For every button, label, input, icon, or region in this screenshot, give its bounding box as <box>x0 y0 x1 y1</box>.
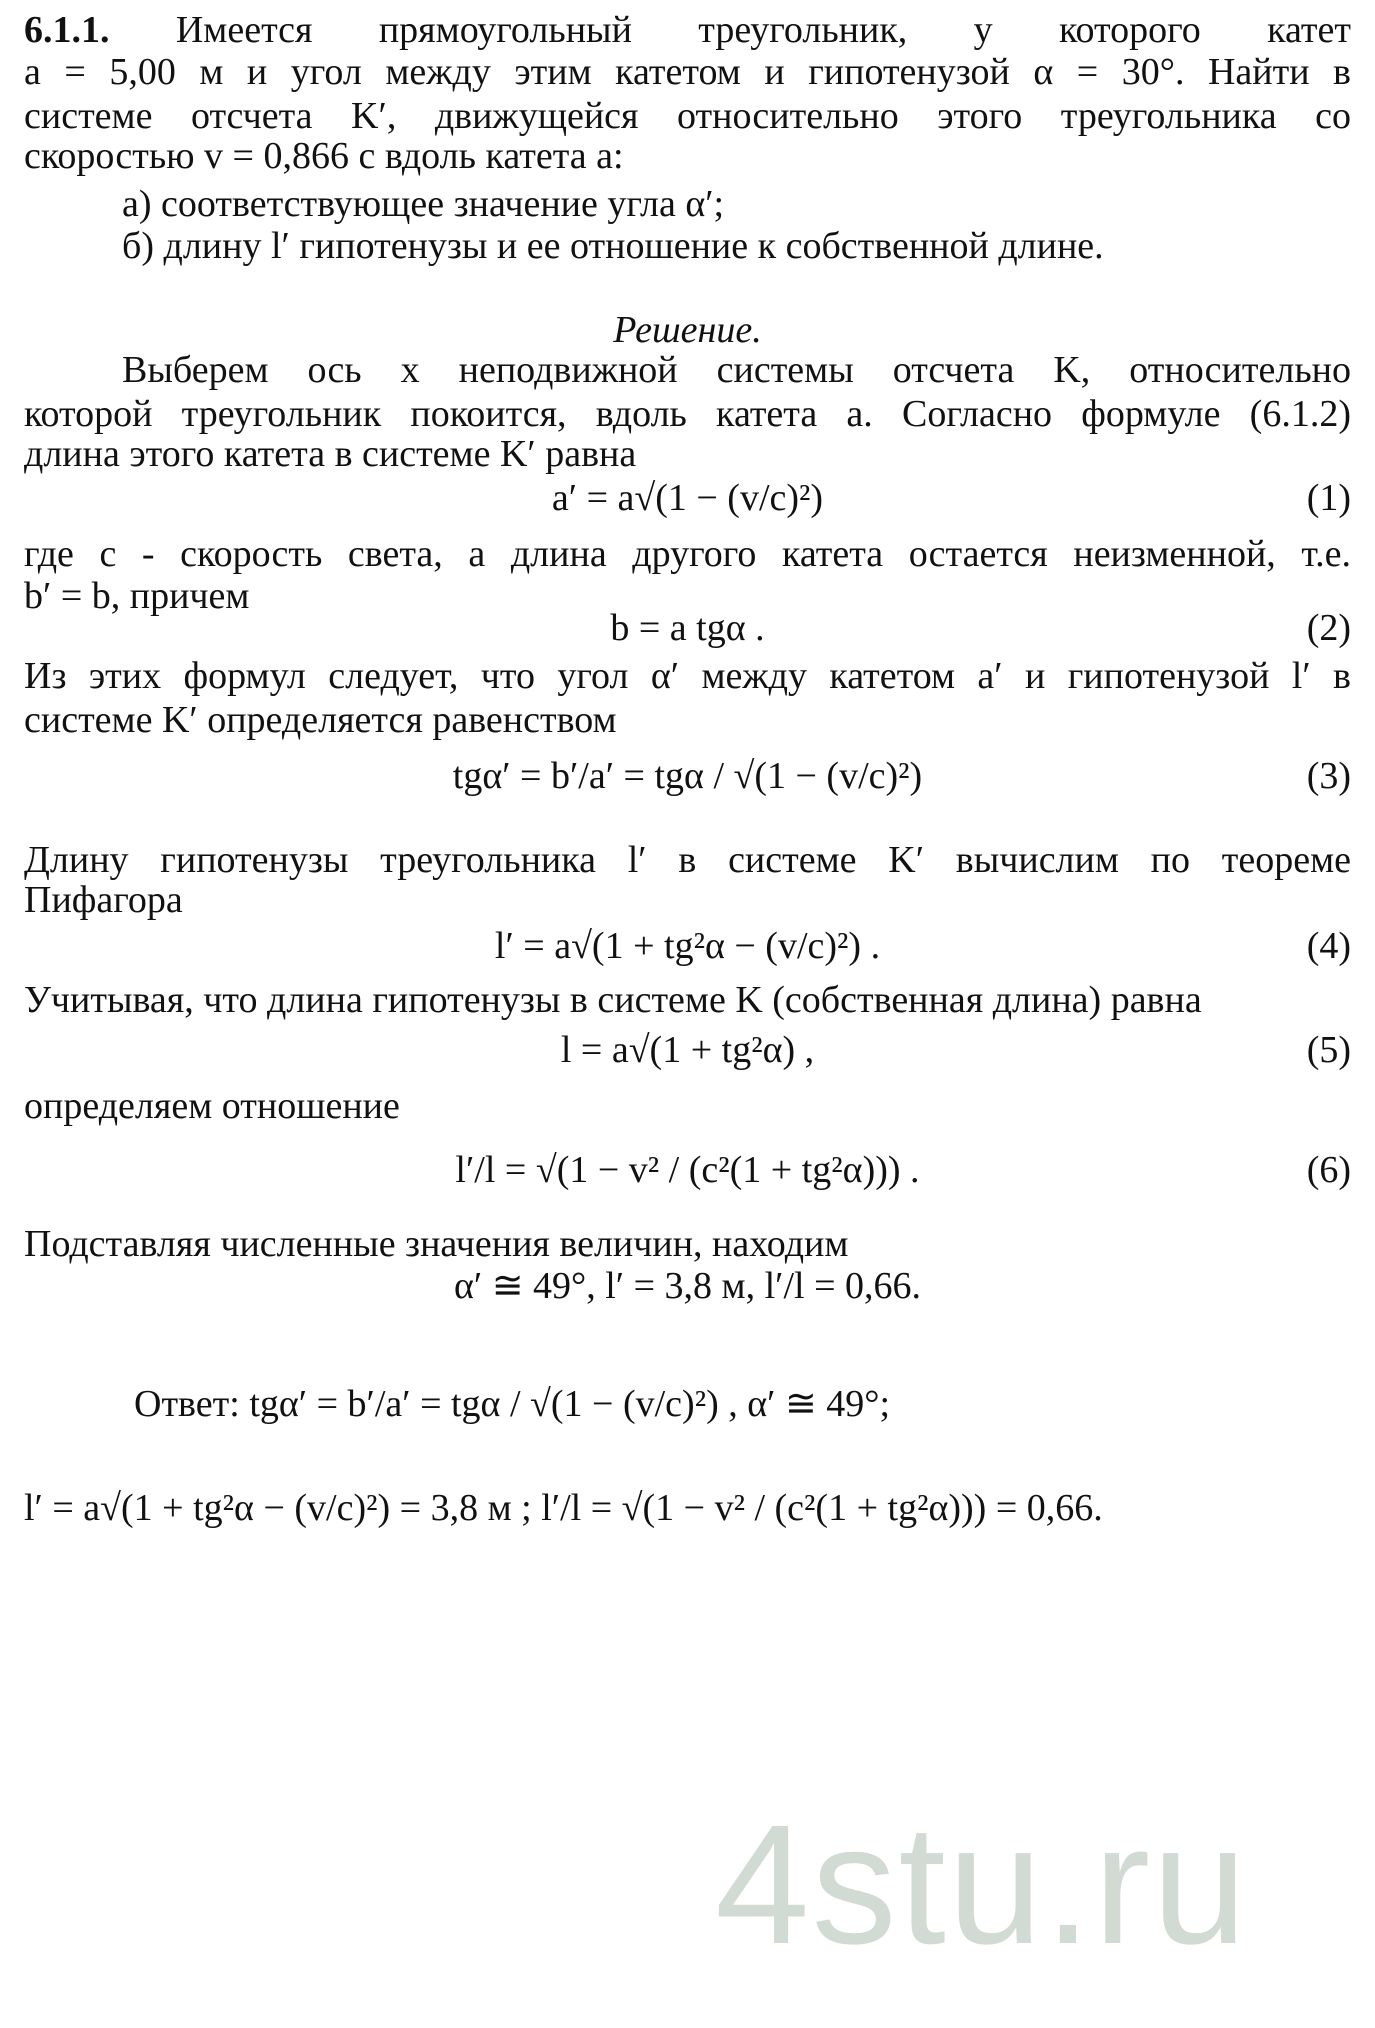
equation-3-number: (3) <box>1306 755 1351 797</box>
solution-p7-line-1: Подставляя численные значения величин, находим <box>24 1223 849 1265</box>
solution-p2-line-1: где c - скорость света, а длина другого катета остается неизменной, т.е. <box>24 533 1351 575</box>
solution-p1-line-1: Выберем ось x неподвижной системы отсчета K, относительно <box>122 349 1351 391</box>
solution-p3-line-1: Из этих формул следует, что угол α′ между катетом a′ и гипотенузой l′ в <box>24 655 1351 697</box>
problem-text-1: Имеется прямоугольный треугольник, у которого катет <box>175 9 1351 51</box>
solution-p4-line-1: Длину гипотенузы треугольника l′ в системе K′ вычислим по теореме <box>24 839 1351 881</box>
problem-line-4: скоростью v = 0,866 c вдоль катета a: <box>24 135 624 177</box>
equation-1: a′ = a√(1 − (v/c)²) <box>551 477 824 519</box>
problem-line-1 <box>24 6 1351 54</box>
problem-item-a: а) соответствующее значение угла α′; <box>122 183 725 225</box>
equation-2: b = a tgα . <box>610 607 765 649</box>
problem-number: 6.1.1. <box>24 9 110 51</box>
solution-p5-line-1: Учитывая, что длина гипотенузы в системе K (собственная длина) равна <box>24 979 1202 1021</box>
watermark: 4stu.ru <box>715 1790 1249 1980</box>
solution-p3-line-2: системе K′ определяется равенством <box>24 699 617 741</box>
problem-item-b: б) длину l′ гипотенузы и ее отношение к собственной длине. <box>122 225 1104 267</box>
equation-6-number: (6) <box>1306 1149 1351 1191</box>
solution-p1-line-3: длина этого катета в системе K′ равна <box>24 433 637 475</box>
solution-p6-line-1: определяем отношение <box>24 1085 400 1127</box>
numeric-result: α′ ≅ 49°, l′ = 3,8 м, l′/l = 0,66. <box>453 1265 922 1307</box>
answer-formula-1: tgα′ = b′/a′ = tgα / √(1 − (v/c)²) , α′ ≅ 49°; <box>249 1383 891 1425</box>
equation-1-number: (1) <box>1306 477 1351 519</box>
answer-line-1 <box>134 1380 1375 1428</box>
solution-p1-line-2: которой треугольник покоится, вдоль катета a. Согласно формуле (6.1.2) <box>24 393 1351 435</box>
equation-5: l = a√(1 + tg²α) , <box>560 1029 815 1071</box>
solution-p4-line-2: Пифагора <box>24 879 183 921</box>
answer-label: Ответ: <box>134 1383 240 1425</box>
solution-heading: Решение. <box>613 309 762 351</box>
equation-4-number: (4) <box>1306 925 1351 967</box>
equation-3: tgα′ = b′/a′ = tgα / √(1 − (v/c)²) <box>452 755 923 797</box>
equation-5-number: (5) <box>1306 1029 1351 1071</box>
problem-line-3: системе отсчета K′, движущейся относительно этого треугольника со <box>24 95 1351 137</box>
equation-6: l′/l = √(1 − v² / (c²(1 + tg²α))) . <box>455 1149 920 1191</box>
equation-2-number: (2) <box>1306 607 1351 649</box>
equation-4: l′ = a√(1 + tg²α − (v/c)²) . <box>494 925 881 967</box>
answer-line-2: l′ = a√(1 + tg²α − (v/c)²) = 3,8 м ; l′/l = √(1 − v² / (c²(1 + tg²α))) = 0,66. <box>24 1487 1103 1529</box>
solution-p2-line-2: b′ = b, причем <box>24 575 250 617</box>
problem-line-2: a = 5,00 м и угол между этим катетом и гипотенузой α = 30°. Найти в <box>24 51 1351 93</box>
